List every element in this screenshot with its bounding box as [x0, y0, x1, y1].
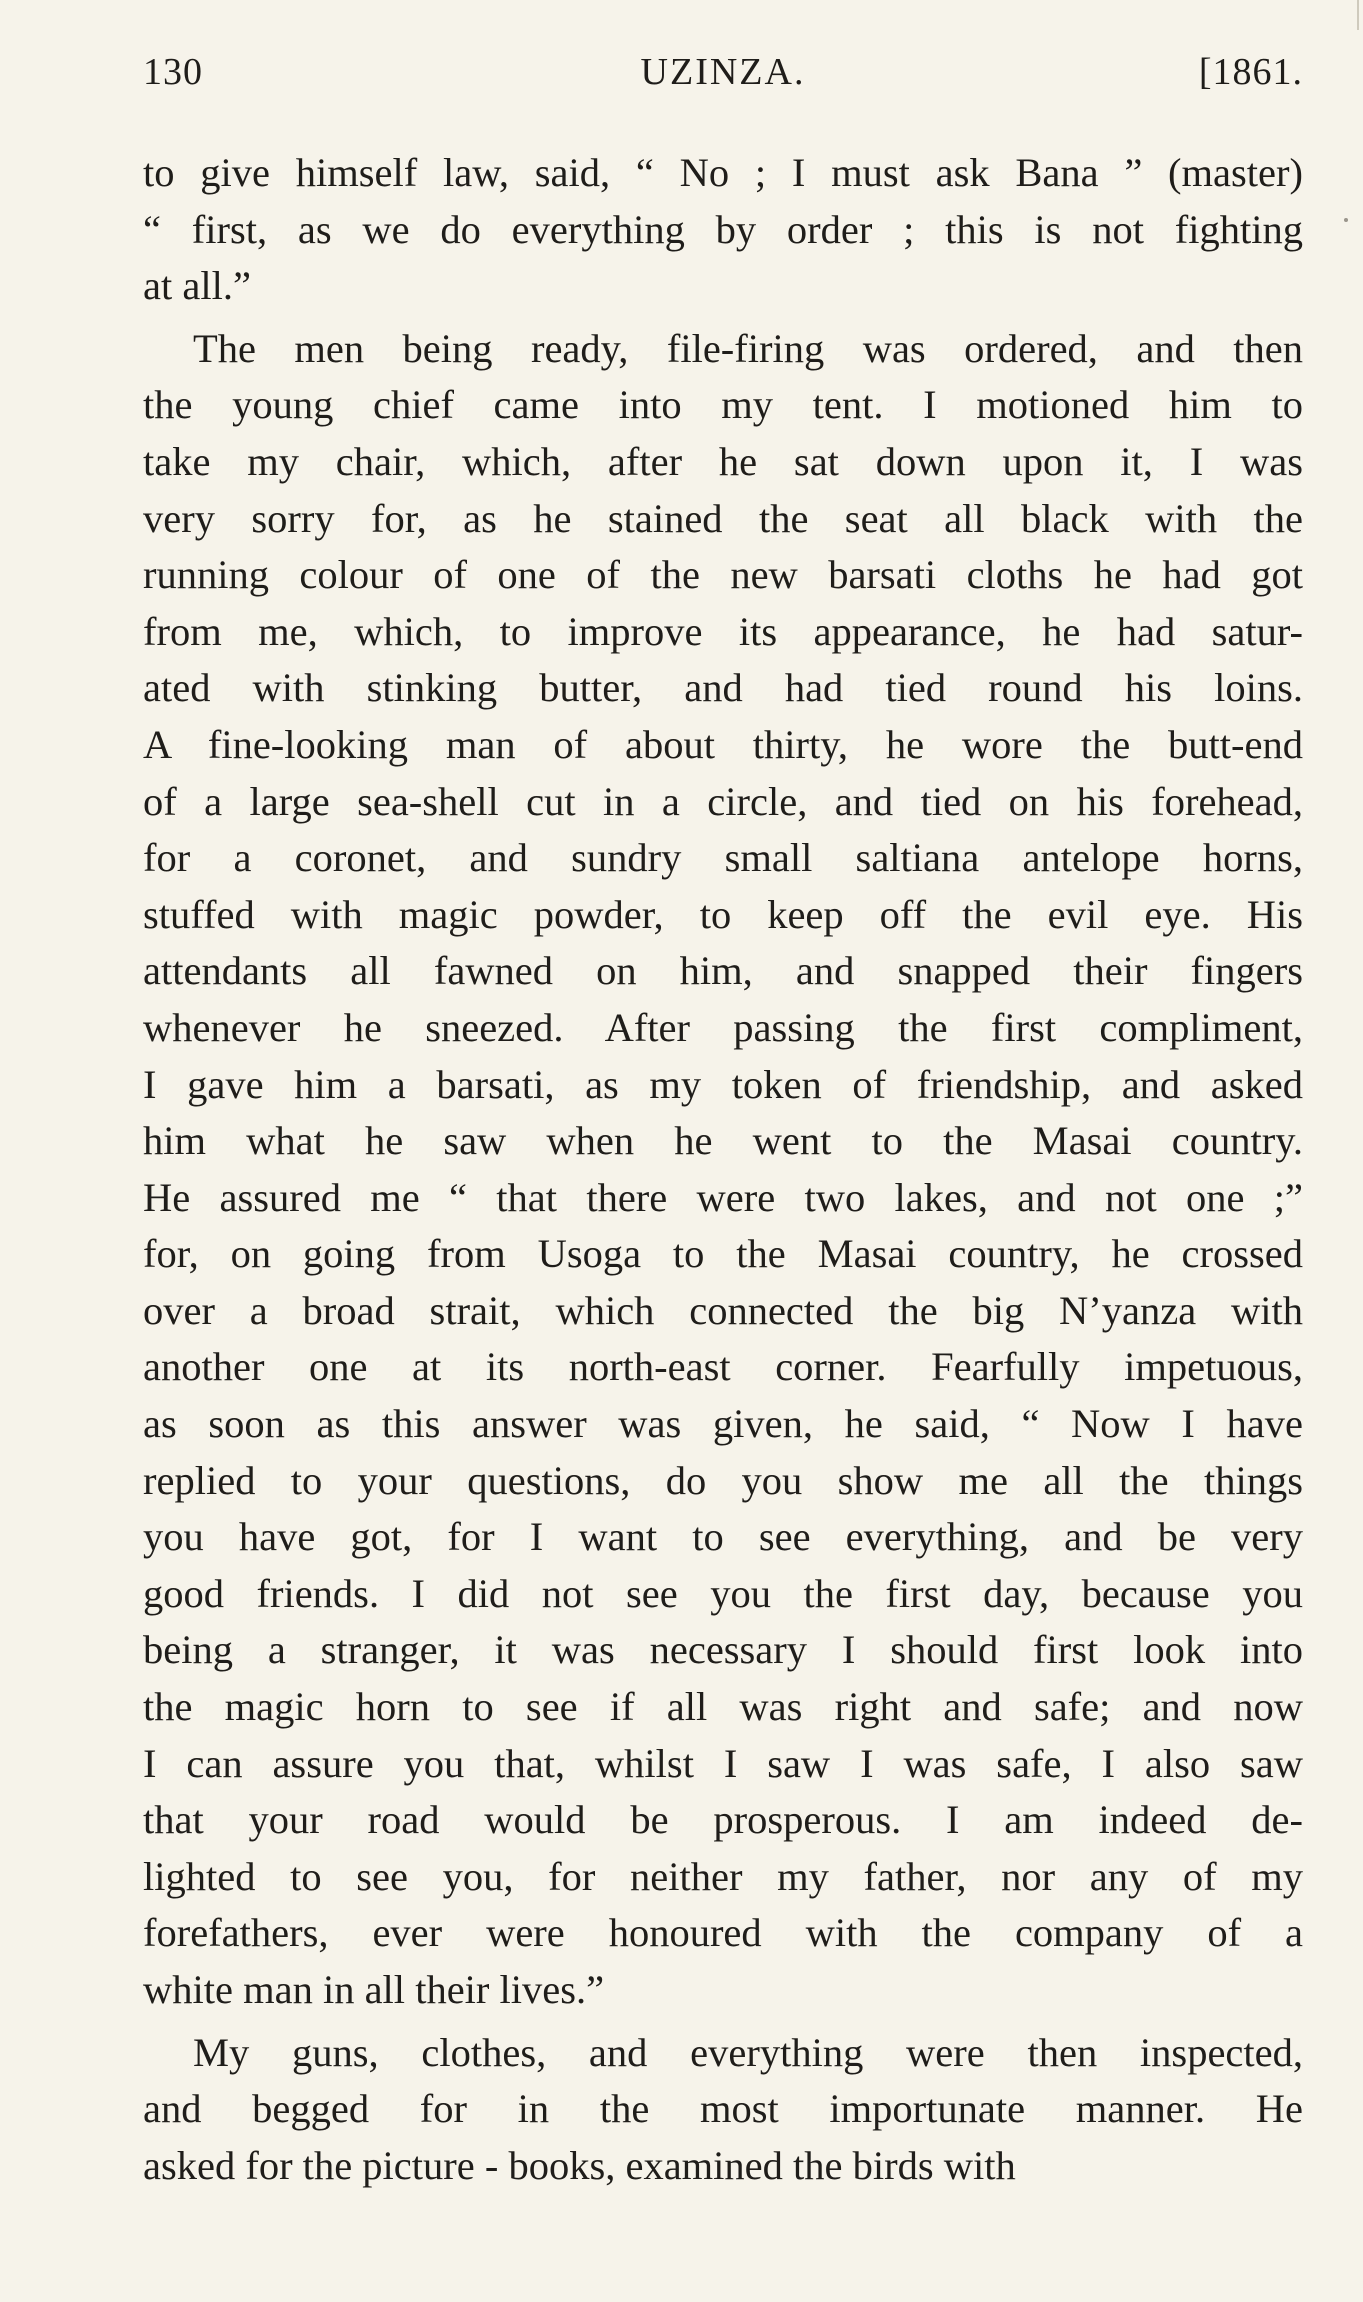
text-line: My guns, clothes, and everything were then inspected,: [193, 2029, 1303, 2075]
text-line: to give himself law, said, “ No ; I must ask Bana ” (master): [143, 150, 1303, 195]
paragraph: [143, 321, 1303, 2019]
text-line: stuffed with magic powder, to keep off the evil eye. His: [143, 891, 1303, 937]
margin-speck: [1344, 218, 1348, 222]
text-line: lighted to see you, for neither my father, nor any of my: [143, 1853, 1303, 1899]
running-head: [143, 50, 1303, 110]
text-line: for, on going from Usoga to the Masai country, he crossed: [143, 1231, 1303, 1277]
text-line: for a coronet, and sundry small saltiana antelope horns,: [143, 835, 1303, 881]
text-line: forefathers, ever were honoured with the company of a: [143, 1910, 1303, 1956]
text-line: very sorry for, as he stained the seat all black with the: [143, 495, 1303, 541]
page-number: 130: [143, 51, 203, 93]
text-line: white man in all their lives.”: [143, 1967, 605, 2012]
running-head-year: [1861.: [1198, 51, 1303, 93]
text-line: you have got, for I want to see everything, and be very: [143, 1514, 1303, 1560]
text-line: over a broad strait, which connected the big N’yanza with: [143, 1287, 1303, 1333]
text-line: take my chair, which, after he sat down upon it, I was: [143, 438, 1303, 484]
text-line: whenever he sneezed. After passing the first compliment,: [143, 1004, 1303, 1050]
paragraph: [143, 145, 1303, 315]
text-line: that your road would be prosperous. I am indeed de-: [143, 1797, 1303, 1843]
text-line: him what he saw when he went to the Masai country.: [143, 1118, 1303, 1164]
text-line: He assured me “ that there were two lakes, and not one ;”: [143, 1174, 1303, 1220]
body-text: [143, 145, 1303, 2194]
text-line: from me, which, to improve its appearance, he had satur-: [143, 608, 1303, 654]
text-line: another one at its north-east corner. Fearfully impetuous,: [143, 1344, 1303, 1390]
text-line: of a large sea-shell cut in a circle, and tied on his forehead,: [143, 778, 1303, 824]
text-line: the young chief came into my tent. I motioned him to: [143, 382, 1303, 428]
text-line: A fine-looking man of about thirty, he wore the butt-end: [143, 721, 1303, 767]
text-line: running colour of one of the new barsati cloths he had got: [143, 552, 1303, 598]
text-line: I can assure you that, whilst I saw I was safe, I also saw: [143, 1740, 1303, 1786]
text-line: and begged for in the most importunate manner. He: [143, 2086, 1303, 2132]
text-line: “ first, as we do everything by order ; this is not fighting: [143, 206, 1303, 252]
text-line: The men being ready, file-firing was ordered, and then: [193, 325, 1303, 371]
text-line: asked for the picture - books, examined the birds with: [143, 2142, 1016, 2188]
text-line: the magic horn to see if all was right and safe; and now: [143, 1684, 1303, 1730]
page-edge-mark: [1357, 0, 1359, 30]
text-line: I gave him a barsati, as my token of friendship, and asked: [143, 1061, 1303, 1107]
text-line: good friends. I did not see you the first day, because you: [143, 1570, 1303, 1616]
text-line: replied to your questions, do you show me all the things: [143, 1457, 1303, 1503]
text-line: as soon as this answer was given, he said, “ Now I have: [143, 1401, 1303, 1447]
running-head-title: UZINZA.: [640, 51, 806, 93]
paragraph: [143, 2025, 1303, 2195]
text-line: attendants all fawned on him, and snapped their fingers: [143, 948, 1303, 994]
text-line: being a stranger, it was necessary I should first look into: [143, 1627, 1303, 1673]
text-line: ated with stinking butter, and had tied round his loins.: [143, 665, 1303, 711]
text-line: at all.”: [143, 263, 251, 309]
